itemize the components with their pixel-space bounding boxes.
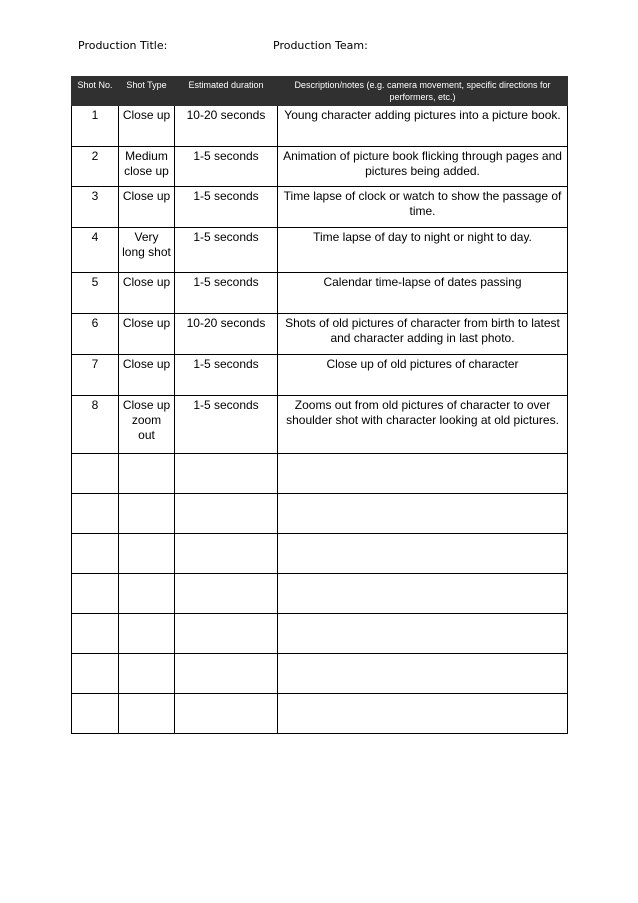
duration-cell: 1-5 seconds (175, 355, 278, 396)
shot-number-cell: 7 (72, 355, 119, 396)
duration-cell: 1-5 seconds (175, 273, 278, 314)
table-row (72, 273, 568, 314)
empty-cell (175, 694, 278, 734)
empty-cell (278, 694, 568, 734)
duration-cell: 10-20 seconds (175, 106, 278, 147)
shot-list-table (71, 76, 568, 734)
empty-cell (119, 694, 175, 734)
empty-table-row (72, 694, 568, 734)
empty-cell (72, 694, 119, 734)
empty-cell (278, 494, 568, 534)
table-row (72, 314, 568, 355)
shot-number-cell: 4 (72, 228, 119, 273)
duration-cell: 1-5 seconds (175, 396, 278, 454)
empty-cell (119, 534, 175, 574)
empty-cell (119, 454, 175, 494)
duration-cell: 10-20 seconds (175, 314, 278, 355)
table-row (72, 396, 568, 454)
shot-type-cell: Very long shot (119, 228, 175, 273)
empty-cell (72, 614, 119, 654)
empty-cell (175, 654, 278, 694)
empty-cell (278, 534, 568, 574)
empty-table-row (72, 534, 568, 574)
production-title-label: Production Title: (78, 39, 168, 52)
column-header-shot-no: Shot No. (72, 77, 119, 106)
empty-table-row (72, 494, 568, 534)
empty-table-row (72, 454, 568, 494)
empty-cell (119, 654, 175, 694)
empty-cell (72, 654, 119, 694)
empty-cell (72, 534, 119, 574)
duration-cell: 1-5 seconds (175, 187, 278, 228)
empty-cell (175, 614, 278, 654)
production-team-label: Production Team: (273, 39, 368, 52)
empty-table-row (72, 654, 568, 694)
table-row (72, 147, 568, 187)
table-row (72, 106, 568, 147)
empty-cell (278, 574, 568, 614)
table-header-row (72, 77, 568, 106)
notes-cell: Animation of picture book flicking through pages and pictures being added. (278, 147, 568, 187)
shot-number-cell: 3 (72, 187, 119, 228)
shot-type-cell: Close up zoom out (119, 396, 175, 454)
empty-cell (72, 494, 119, 534)
shot-number-cell: 8 (72, 396, 119, 454)
shot-type-cell: Close up (119, 314, 175, 355)
notes-cell: Calendar time-lapse of dates passing (278, 273, 568, 314)
empty-cell (278, 454, 568, 494)
table-row (72, 187, 568, 228)
empty-cell (175, 494, 278, 534)
shot-type-cell: Close up (119, 106, 175, 147)
notes-cell: Time lapse of clock or watch to show the passage of time. (278, 187, 568, 228)
empty-cell (119, 574, 175, 614)
notes-cell: Close up of old pictures of character (278, 355, 568, 396)
table-row (72, 355, 568, 396)
empty-cell (175, 454, 278, 494)
empty-cell (278, 614, 568, 654)
notes-cell: Young character adding pictures into a picture book. (278, 106, 568, 147)
shot-type-cell: Medium close up (119, 147, 175, 187)
notes-cell: Shots of old pictures of character from birth to latest and character adding in last photo. (278, 314, 568, 355)
column-header-estimated-duration: Estimated duration (175, 77, 278, 106)
empty-table-row (72, 574, 568, 614)
table-row (72, 228, 568, 273)
notes-cell: Time lapse of day to night or night to day. (278, 228, 568, 273)
shot-number-cell: 1 (72, 106, 119, 147)
empty-table-row (72, 614, 568, 654)
empty-cell (278, 654, 568, 694)
shot-type-cell: Close up (119, 187, 175, 228)
duration-cell: 1-5 seconds (175, 228, 278, 273)
shot-number-cell: 2 (72, 147, 119, 187)
shot-number-cell: 6 (72, 314, 119, 355)
shot-number-cell: 5 (72, 273, 119, 314)
shot-type-cell: Close up (119, 355, 175, 396)
shot-type-cell: Close up (119, 273, 175, 314)
duration-cell: 1-5 seconds (175, 147, 278, 187)
empty-cell (175, 574, 278, 614)
empty-cell (175, 534, 278, 574)
empty-cell (72, 574, 119, 614)
empty-cell (119, 614, 175, 654)
notes-cell: Zooms out from old pictures of character to over shoulder shot with character looking at old pictures. (278, 396, 568, 454)
column-header-shot-type: Shot Type (119, 77, 175, 106)
empty-cell (119, 494, 175, 534)
empty-cell (72, 454, 119, 494)
column-header-description-notes: Description/notes (e.g. camera movement, specific directions for performers, etc.) (278, 77, 568, 106)
